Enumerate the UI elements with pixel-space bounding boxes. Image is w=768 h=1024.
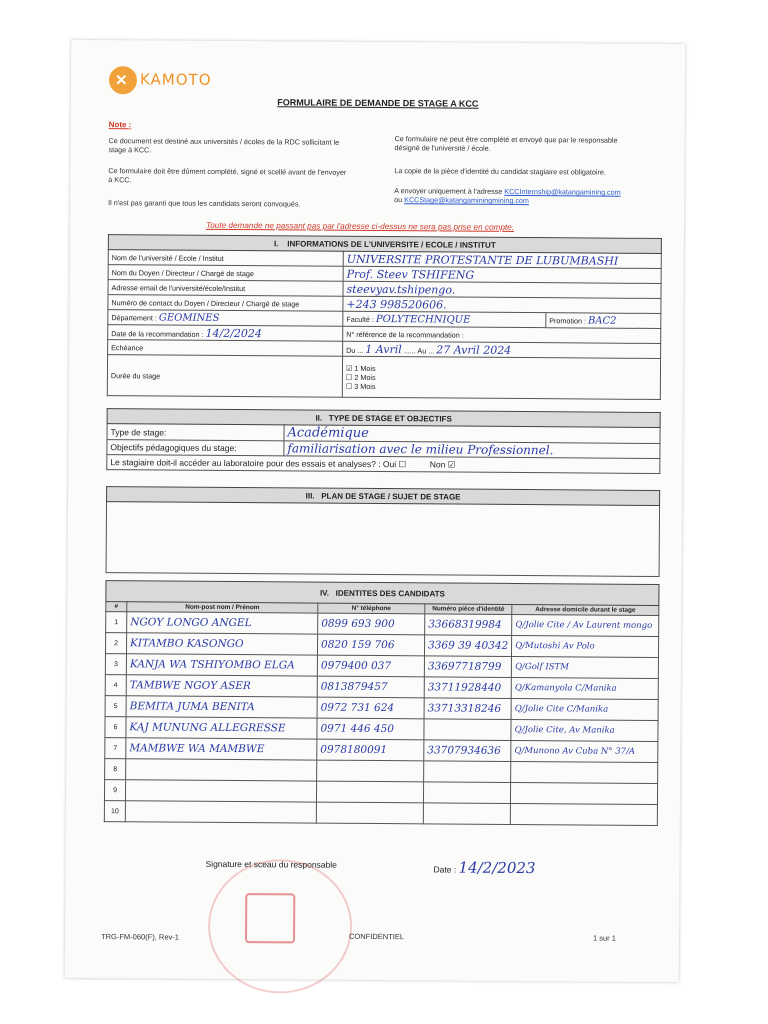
row-number: 10: [104, 801, 125, 822]
candidate-id-cell[interactable]: [424, 677, 511, 699]
contact-value: +243 998520606.: [346, 297, 447, 311]
faculte-cell[interactable]: [343, 311, 546, 327]
candidate-address-value: Q/Kamanyola C/Manika: [514, 682, 617, 694]
candidate-name-cell[interactable]: [126, 675, 317, 697]
candidate-id-cell[interactable]: [423, 803, 510, 825]
candidate-name-cell[interactable]: [125, 801, 316, 823]
candidate-name-value: KITAMBO KASONGO: [130, 637, 244, 651]
candidate-id-cell[interactable]: [423, 782, 510, 804]
candidate-address-value: Q/Jolie Cite, Av Manika: [514, 724, 615, 736]
candidate-id-cell[interactable]: [425, 614, 512, 636]
row-number: 5: [105, 696, 126, 717]
section-2-table: [106, 408, 660, 474]
warning-text: Toute demande ne passant pas par l'adresse ci-dessus ne sera pas prise en compte.: [205, 220, 515, 232]
candidate-address-cell[interactable]: [511, 761, 658, 783]
section-1-table: [107, 234, 662, 400]
candidate-name-value: BEMITA JUMA BENITA: [129, 700, 255, 714]
note-right-3: [394, 186, 654, 206]
email-label: Adresse email de l'université/école/Institut: [108, 280, 343, 297]
footer-code: TRG-FM-060(F), Rev-1: [100, 932, 179, 942]
signature-date-label: Date :: [433, 864, 457, 875]
candidate-address-cell[interactable]: [512, 614, 659, 636]
labo-label: Le stagiaire doit-il accéder au laboratoire pour des essais et analyses? : Oui: [110, 456, 397, 469]
email-value: steevyav.tshipengo.: [346, 282, 456, 297]
row-number: 6: [105, 717, 126, 738]
candidate-phone-cell[interactable]: [316, 802, 423, 824]
note-right-2: La copie de la pièce d'identité du candidat stagiaire est obligatoire.: [394, 166, 606, 177]
note-label: Note :: [108, 120, 132, 130]
section-3-num: III.: [305, 491, 315, 501]
department-cell[interactable]: [108, 310, 343, 327]
candidate-id-cell[interactable]: [424, 719, 511, 741]
candidates-body: [104, 612, 658, 826]
candidate-address-cell[interactable]: [511, 677, 658, 699]
candidate-name-cell[interactable]: [127, 612, 318, 634]
candidate-phone-cell[interactable]: [317, 676, 424, 698]
type-stage-field[interactable]: [284, 425, 660, 444]
dean-name-value: Prof. Steev TSHIFENG: [346, 267, 475, 282]
form-sheet: [65, 40, 686, 982]
row-number: 3: [105, 654, 126, 675]
row-number: 7: [105, 738, 126, 759]
candidate-id-value: 33713318246: [427, 702, 502, 715]
section-4-num: IV.: [319, 588, 330, 598]
candidate-phone-value: 0820 159 706: [321, 638, 395, 652]
duree-checkbox-2[interactable]: ☐: [345, 372, 353, 382]
date-reco-label: Date de la recommandation :: [111, 328, 204, 339]
candidate-phone-value: 0899 693 900: [321, 617, 395, 631]
objectifs-label: Objectifs pédagogiques du stage:: [107, 440, 284, 456]
candidate-address-value: Q/Munono Av Cuba N° 37/A: [514, 745, 636, 757]
duree-option-2-label: 2 Mois: [354, 372, 376, 382]
candidate-name-value: TAMBWE NGOY ASER: [129, 679, 251, 693]
candidate-phone-cell[interactable]: [317, 718, 424, 740]
candidate-phone-cell[interactable]: [317, 739, 424, 761]
logo-text: KAMOTO: [139, 70, 212, 89]
candidate-phone-cell[interactable]: [316, 781, 423, 803]
candidate-name-value: NGOY LONGO ANGEL: [130, 616, 252, 630]
duree-option-3[interactable]: [346, 381, 657, 392]
candidate-address-value: Q/Jolie Cite / Av Laurent mongo: [515, 619, 653, 631]
objectifs-value: familiarisation avec le milieu Professionnel.: [287, 441, 554, 458]
candidate-address-value: Q/Mutoshi Av Polo: [515, 640, 595, 652]
candidate-name-cell[interactable]: [126, 696, 317, 718]
ref-reco-label: N° référence de la recommandation :: [346, 329, 464, 340]
footer-page: 1 sur 1: [592, 933, 616, 943]
note-left-3: Il n'est pas garanti que tous les candidats seront convoqués.: [108, 198, 301, 209]
section-1-title: INFORMATIONS DE L'UNIVERSITE / ECOLE / INSTITUT: [287, 238, 496, 250]
email-link-2[interactable]: KCCStage@katangaminingmining.com: [404, 195, 529, 206]
footer-confidential: CONFIDENTIEL: [348, 931, 405, 942]
section-2-num: II.: [315, 413, 323, 423]
promotion-label: Promotion :: [549, 315, 587, 325]
row-number: 2: [105, 633, 126, 654]
candidate-id-cell[interactable]: [424, 635, 511, 657]
non-label: Non: [429, 458, 446, 469]
candidate-address-cell[interactable]: [511, 719, 658, 741]
col-address: Adresse domicile durant le stage: [512, 604, 659, 615]
section-1-num: I.: [273, 238, 279, 248]
au-label: Au: [417, 345, 427, 355]
candidate-id-value: 33697718799: [427, 660, 502, 673]
candidate-address-value: Q/Golf ISTM: [515, 661, 569, 673]
candidate-id-cell[interactable]: [424, 761, 511, 783]
candidate-name-cell[interactable]: [126, 633, 317, 655]
candidate-address-cell[interactable]: [511, 782, 658, 804]
candidate-id-cell[interactable]: [424, 656, 511, 678]
section-4-table: [104, 580, 660, 826]
candidate-address-cell[interactable]: [512, 635, 659, 657]
row-number: 8: [105, 759, 126, 780]
table-row: [104, 801, 657, 826]
signature-date-value: 14/2/2023: [458, 858, 536, 878]
candidate-phone-cell[interactable]: [317, 697, 424, 719]
promotion-value: BAC2: [587, 314, 617, 327]
labo-row: [107, 455, 660, 474]
candidate-id-cell[interactable]: [424, 740, 511, 762]
col-number: #: [106, 602, 127, 612]
note-left-1: Ce document est destiné aux universités / écoles de la RDC sollicitant le stage à KCC.: [108, 136, 340, 155]
kamoto-logo-icon: ✕: [109, 66, 137, 94]
candidate-name-cell[interactable]: [126, 717, 317, 739]
candidate-name-value: MAMBWE WA MAMBWE: [129, 742, 265, 756]
candidate-id-value: 33668319984: [428, 618, 502, 631]
signature-label: Signature et sceau du responsable: [205, 858, 337, 870]
echeance-cell[interactable]: Du ... 1 Avril ...... Au ... 27 Avril 2024: [343, 341, 661, 358]
candidate-address-cell[interactable]: [511, 740, 658, 762]
candidate-name-cell[interactable]: [126, 654, 317, 676]
type-stage-label: Type de stage:: [107, 424, 284, 441]
candidate-phone-value: 0978180091: [320, 743, 388, 757]
department-label: Département :: [111, 312, 157, 322]
candidate-name-cell[interactable]: [125, 780, 316, 802]
note-right-1: Ce formulaire ne peut être complété et envoyé que par le responsable désigné de l'université / école.: [394, 134, 618, 153]
candidate-address-value: Q/Jolie Cite C/Manika: [514, 703, 609, 715]
row-number: 1: [106, 612, 127, 633]
section-3-title: PLAN DE STAGE / SUJET DE STAGE: [321, 491, 461, 502]
university-name-label: Nom de l'université / Ecole / Institut: [108, 250, 343, 267]
oui-checkbox[interactable]: ☐: [398, 458, 407, 469]
section-4-title: IDENTITES DES CANDIDATS: [335, 588, 445, 598]
candidate-id-cell[interactable]: [424, 698, 511, 720]
duree-option-1-label: 1 Mois: [354, 363, 376, 373]
note-left-2: Ce formulaire doit être dûment complété, signé et scellé avant de l'envoyer à KCC.: [108, 166, 347, 185]
candidate-id-value: 33711928440: [427, 681, 502, 694]
col-name: Nom-post nom / Prénom: [127, 602, 318, 613]
non-checkbox[interactable]: ☑: [447, 459, 456, 470]
faculte-value: POLYTECHNIQUE: [375, 313, 471, 326]
plan-stage-field[interactable]: [106, 502, 659, 577]
form-title: FORMULAIRE DE DEMANDE DE STAGE A KCC: [277, 97, 479, 109]
candidate-address-cell[interactable]: [511, 698, 658, 720]
candidate-name-value: KANJA WA TSHIYOMBO ELGA: [129, 658, 295, 672]
duree-label: Durée du stage: [107, 355, 342, 398]
candidate-phone-value: 0971 446 450: [320, 722, 395, 736]
col-phone: N° téléphone: [318, 603, 425, 614]
stamp-emblem-icon: [245, 893, 295, 943]
date-reco-cell[interactable]: [108, 325, 343, 342]
faculte-label: Faculté :: [346, 314, 374, 324]
section-2-title: TYPE DE STAGE ET OBJECTIFS: [328, 413, 452, 424]
official-stamp: [208, 859, 353, 994]
candidate-phone-value: 0813879457: [320, 680, 388, 694]
candidate-phone-value: 0972 731 624: [320, 701, 395, 715]
candidate-phone-cell[interactable]: [317, 760, 424, 782]
candidate-name-cell[interactable]: [126, 738, 317, 760]
row-number: 9: [104, 780, 125, 801]
candidate-phone-cell[interactable]: [317, 634, 424, 656]
date-reco-value: 14/2/2024: [205, 326, 262, 340]
candidate-id-value: 33707934636: [427, 744, 501, 757]
duree-options: [342, 356, 660, 399]
signature-date[interactable]: [433, 858, 535, 877]
row-number: 4: [105, 675, 126, 696]
section-3-table: [106, 486, 661, 577]
dean-name-label: Nom du Doyen / Directeur / Chargé de stage: [108, 265, 343, 282]
university-name-value: UNIVERSITE PROTESTANTE DE LUBUMBASHI: [346, 252, 619, 268]
candidate-phone-value: 0979400 037: [320, 659, 392, 673]
type-stage-value: Académique: [287, 425, 369, 441]
contact-label: Numéro de contact du Doyen / Directeur / Chargé de stage: [108, 295, 343, 312]
promotion-cell[interactable]: [546, 313, 661, 329]
duree-checkbox-3[interactable]: ☐: [345, 381, 353, 391]
candidate-name-value: KAJ MUNUNG ALLEGRESSE: [129, 721, 286, 735]
echeance-label: Echéance: [108, 340, 343, 357]
candidate-address-cell[interactable]: [512, 656, 659, 678]
col-id: Numéro pièce d'identité: [425, 604, 512, 615]
au-value: 27 Avril 2024: [436, 342, 512, 357]
candidate-phone-cell[interactable]: [318, 613, 425, 635]
send-label: A envoyer uniquement à l'adresse: [394, 186, 503, 196]
candidate-name-cell[interactable]: [126, 759, 317, 781]
duree-option-3-label: 3 Mois: [354, 381, 376, 391]
duree-checkbox-1[interactable]: ☑: [345, 363, 353, 373]
or-label: ou: [394, 195, 403, 205]
candidate-phone-cell[interactable]: [317, 655, 424, 677]
email-link-1[interactable]: KCCInternship@katangamining.com: [504, 186, 621, 197]
du-value: 1 Avril: [365, 342, 402, 356]
candidate-id-value: 3369 39 40342: [428, 639, 509, 652]
department-value: GEOMINES: [158, 311, 220, 324]
du-label: Du: [346, 345, 356, 355]
candidate-address-cell[interactable]: [510, 803, 657, 825]
